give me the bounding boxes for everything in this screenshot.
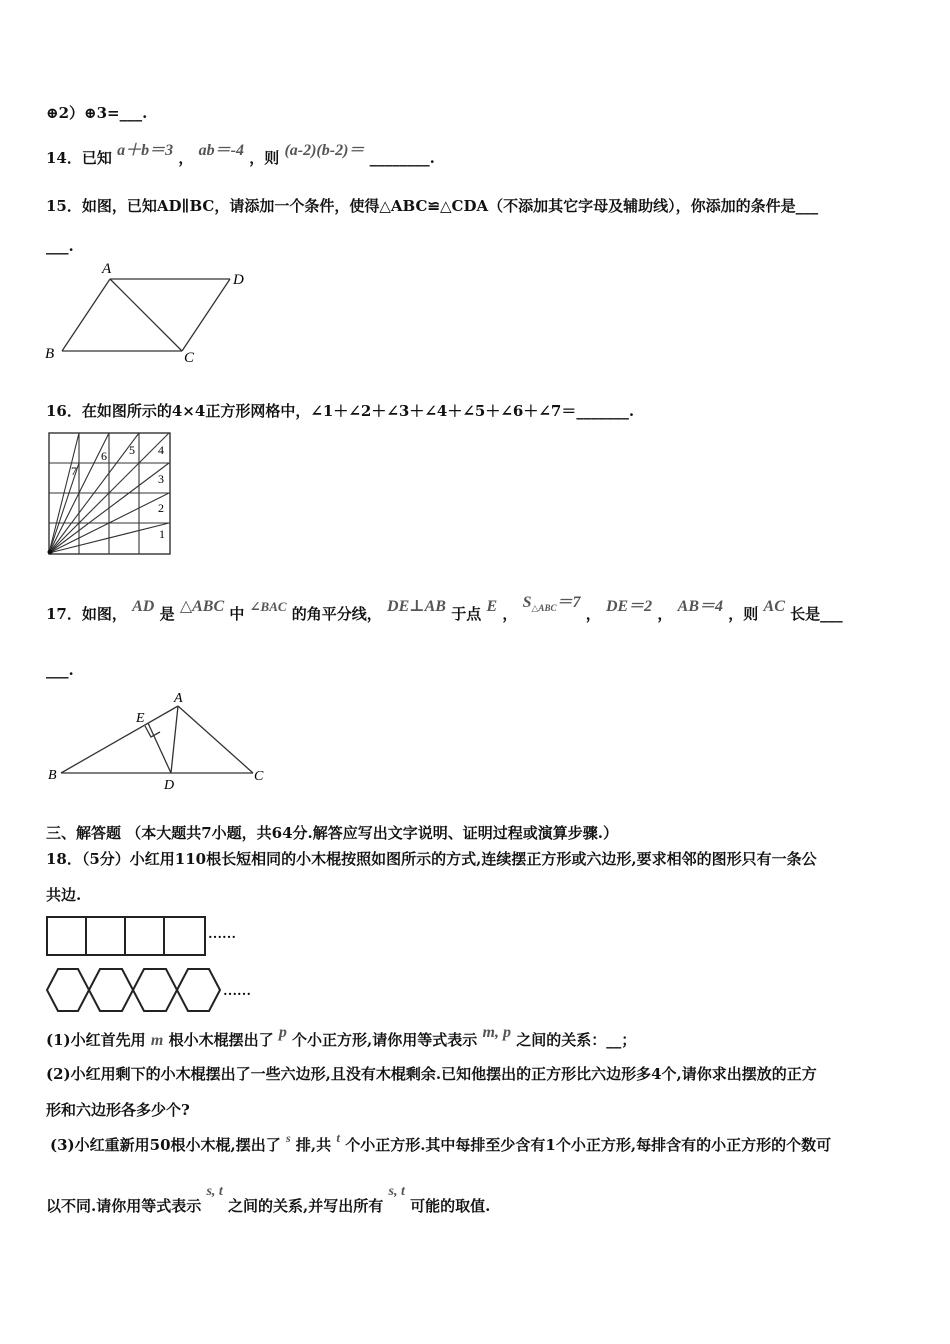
q15-label-a: A	[102, 261, 112, 277]
question-17-line1	[46, 594, 843, 630]
question-15-line2: ___.	[46, 237, 74, 255]
q16-angle-label-6: 6	[101, 449, 107, 463]
q18-part-1	[46, 1024, 637, 1051]
q14-expr-product: ab＝-4	[198, 142, 244, 159]
q16-angle-label-7: 7	[71, 464, 77, 478]
q14-answer-blank: ________.	[369, 149, 435, 167]
q17-area-sub: △ABC	[531, 603, 557, 614]
q16-angle-label-4: 4	[158, 443, 164, 457]
q16-angle-label-2: 2	[158, 501, 164, 515]
q17-figure	[45, 688, 275, 798]
q18-squares-dots: ……	[208, 927, 236, 942]
q18-p3-d: 以不同.请你用等式表示	[46, 1197, 202, 1215]
q14-sep: ，	[178, 149, 194, 167]
q17-length: 长是___	[790, 605, 843, 623]
q17-segment-ab	[61, 706, 178, 773]
q17-label-b: B	[48, 768, 57, 783]
q17-segment-de	[148, 723, 171, 773]
q18-p3-e: 之间的关系,并写出所有	[228, 1197, 384, 1215]
q15-label-c: C	[184, 350, 195, 366]
q17-foot: 于点	[451, 605, 482, 623]
q18-var-st-1: s, t	[206, 1184, 223, 1199]
q17-ad: AD	[132, 598, 155, 615]
q15-label-d: D	[233, 272, 244, 288]
q18-hexagons-figure	[45, 964, 270, 1016]
q18-var-m: m	[150, 1032, 164, 1049]
question-18-line1: 18．（5分）小红用110根长短相同的小木棍按照如图所示的方式,连续摆正方形或六边形,要求相邻的图形只有一条公	[46, 850, 817, 868]
q18-var-t: t	[336, 1130, 340, 1145]
q18-var-st-2: s, t	[388, 1184, 405, 1199]
q14-expr-target: (a-2)(b-2)＝	[284, 142, 365, 159]
q17-comma-2: ，	[585, 605, 601, 623]
q15-label-b: B	[45, 346, 55, 362]
q17-label-a: A	[174, 691, 183, 706]
q16-angle-label-5: 5	[129, 443, 135, 457]
q15-segment-ac	[110, 279, 182, 351]
q18-var-mp: m, p	[482, 1024, 511, 1041]
q18-part-2-line2: 形和六边形各多少个?	[46, 1101, 190, 1119]
q17-bisector: 的角平分线，	[291, 605, 382, 623]
q18-p3-a: (3)小红重新用50根小木棍,摆出了	[50, 1136, 281, 1154]
q17-triangle: △ABC	[179, 598, 225, 615]
q18-part-3-line1	[50, 1130, 832, 1156]
q17-number: 17．如图，	[46, 605, 127, 623]
prev-question-tail: ⊕2）⊕3=___.	[46, 104, 148, 122]
q18-p1-a: (1)小红首先用	[46, 1031, 146, 1049]
q18-var-p: p	[278, 1024, 287, 1041]
q17-comma-1: ，	[502, 605, 518, 623]
q17-label-c: C	[254, 769, 264, 784]
q17-comma-3: ，	[657, 605, 673, 623]
q15-figure	[40, 260, 260, 370]
q17-in: 中	[229, 605, 245, 623]
q18-squares-figure	[45, 914, 255, 958]
question-14	[46, 142, 435, 169]
q17-area-value: ＝7	[556, 594, 581, 611]
q18-p1-c: 个小正方形,请你用等式表示	[292, 1031, 478, 1049]
q17-label-e: E	[136, 711, 145, 726]
q18-part-3-line2	[46, 1184, 491, 1218]
q18-var-s: s	[285, 1131, 291, 1145]
q16-grid-figure	[48, 432, 172, 556]
q17-angle: ∠BAC	[249, 599, 287, 614]
q14-expr-sum: a＋b＝3	[117, 142, 174, 159]
q14-then: ，则	[249, 149, 280, 167]
q16-angle-label-1: 1	[159, 527, 165, 541]
question-15-line1: 15．如图，已知AD∥BC，请添加一个条件，使得△ABC≌△CDA（不添加其它字母及辅助线），你添加的条件是___	[46, 197, 819, 215]
q16-angle-label-3: 3	[158, 472, 164, 486]
q14-number: 14．已知	[46, 149, 112, 167]
q17-area-s: S	[522, 594, 532, 611]
question-16: 16．在如图所示的4×4正方形网格中，∠1＋∠2＋∠3＋∠4＋∠5＋∠6＋∠7＝_______.	[46, 402, 635, 420]
q17-is: 是	[159, 605, 175, 623]
q17-area	[522, 594, 581, 614]
question-17-line2: ___.	[46, 661, 74, 679]
question-18-line2: 共边.	[46, 886, 82, 904]
q17-ab: AB＝4	[677, 598, 724, 615]
q17-segment-ad	[171, 706, 178, 773]
q18-hexagons-dots: ……	[223, 984, 251, 999]
q18-p1-d: 之间的关系：__；	[516, 1031, 637, 1049]
q15-segment-ab	[62, 279, 110, 351]
q18-p3-c: 个小正方形.其中每排至少含有1个小正方形,每排含有的小正方形的个数可	[345, 1136, 832, 1154]
q17-then: ，则	[728, 605, 759, 623]
q18-p3-f: 可能的取值.	[410, 1197, 491, 1215]
q17-point-e: E	[486, 598, 498, 615]
q17-segment-ac	[178, 706, 253, 773]
q17-ac: AC	[763, 598, 785, 615]
section-3-heading: 三、解答题 （本大题共7小题，共64分.解答应写出文字说明、证明过程或演算步骤.）	[46, 824, 618, 842]
q18-part-2-line1: (2)小红用剩下的小木棍摆出了一些六边形,且没有木棍剩余.已知他摆出的正方形比六边形多4个,请你求出摆放的正方	[46, 1065, 817, 1083]
q17-label-d: D	[164, 778, 175, 793]
q18-p1-b: 根小木棍摆出了	[168, 1031, 274, 1049]
q17-de: DE＝2	[605, 598, 653, 615]
q17-perp: DE⊥AB	[387, 598, 446, 615]
q18-p3-b: 排,共	[295, 1136, 332, 1154]
q15-segment-cd	[182, 279, 230, 351]
